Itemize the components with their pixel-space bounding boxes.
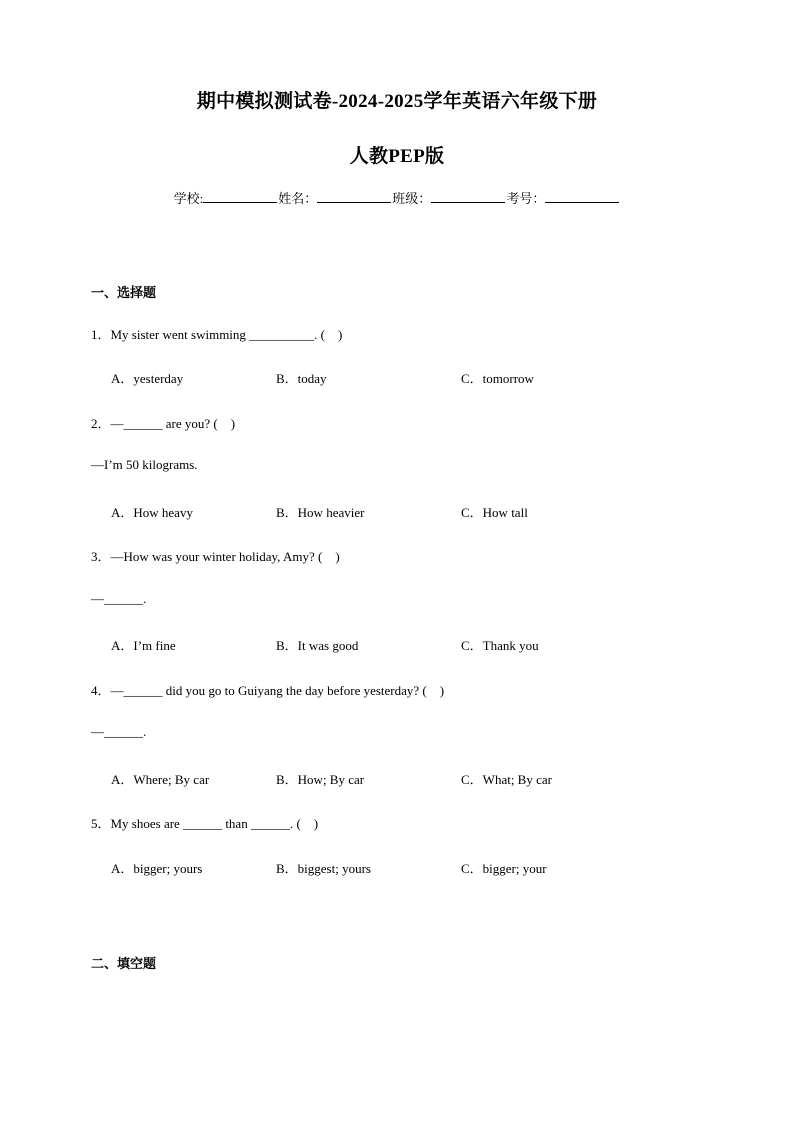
exam-title: 期中模拟测试卷-2024-2025学年英语六年级下册 [196,91,598,112]
question-1-option-a[interactable]: A．yesterday [111,371,184,386]
question-3-reply: —______. [91,591,147,606]
number-label: 考号： [506,191,546,206]
question-2-reply: —I’m 50 kilograms. [91,457,198,472]
student-info-line [0,188,794,207]
question-2-option-a[interactable]: A．How heavy [111,505,193,520]
section-fill-title: 二、填空题 [91,956,157,971]
number-blank[interactable] [545,190,619,203]
question-2-stem: 2．—______ are you? ( ) [91,416,236,431]
question-2-option-b[interactable]: B．How heavier [276,505,365,520]
question-3-option-c[interactable]: C．Thank you [461,638,539,653]
class-blank[interactable] [431,190,505,203]
name-blank[interactable] [317,190,391,203]
question-1-option-b[interactable]: B．today [276,371,327,386]
class-label: 班级： [392,191,432,206]
question-4-stem: 4．—______ did you go to Guiyang the day before yesterday? ( ) [91,683,445,698]
question-1-stem: 1．My sister went swimming __________. ( ) [91,327,343,342]
school-label: 学校: [173,191,204,206]
question-4-option-c[interactable]: C．What; By car [461,772,552,787]
question-3-option-a[interactable]: A．I’m fine [111,638,176,653]
name-label: 姓名： [278,191,318,206]
question-5-option-c[interactable]: C．bigger; your [461,861,547,876]
question-5-stem: 5．My shoes are ______ than ______. ( ) [91,816,319,831]
question-5-option-b[interactable]: B．biggest; yours [276,861,371,876]
section-choice-title: 一、选择题 [91,285,157,300]
question-4-option-b[interactable]: B．How; By car [276,772,365,787]
exam-subtitle: 人教PEP版 [349,146,445,167]
question-1-option-c[interactable]: C．tomorrow [461,371,534,386]
question-4-option-a[interactable]: A．Where; By car [111,772,210,787]
question-4-reply: —______. [91,724,147,739]
question-5-option-a[interactable]: A．bigger; yours [111,861,203,876]
question-2-option-c[interactable]: C．How tall [461,505,528,520]
school-blank[interactable] [203,190,277,203]
question-3-option-b[interactable]: B．It was good [276,638,359,653]
question-3-stem: 3．—How was your winter holiday, Amy? ( ) [91,549,340,564]
